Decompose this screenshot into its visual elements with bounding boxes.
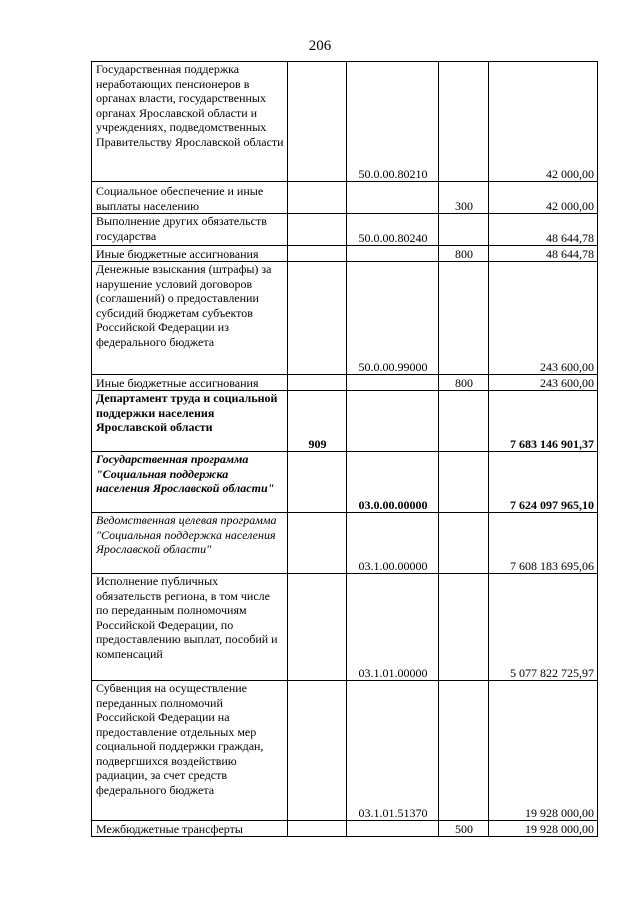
row-dept-cell xyxy=(288,214,347,246)
row-code-cell xyxy=(347,182,439,214)
row-type-cell: 500 xyxy=(439,821,489,837)
table-row xyxy=(92,391,598,452)
table-row xyxy=(92,574,598,681)
row-name-cell: Ведомственная целевая программа "Социальная поддержка населения Ярославской области" xyxy=(92,513,288,574)
row-amount-cell: 42 000,00 xyxy=(489,182,598,214)
row-dept-cell xyxy=(288,452,347,513)
row-dept-cell xyxy=(288,574,347,681)
row-type-cell xyxy=(439,574,489,681)
table-row xyxy=(92,821,598,837)
row-type-cell: 300 xyxy=(439,182,489,214)
row-name-cell: Иные бюджетные ассигнования xyxy=(92,246,288,262)
table-row xyxy=(92,182,598,214)
row-type-cell xyxy=(439,452,489,513)
row-name-cell: Выполнение других обязательств государства xyxy=(92,214,288,246)
row-name-cell: Денежные взыскания (штрафы) за нарушение условий договоров (соглашений) о предоставлении субсидий бюджетам субъектов Российской Федерации из федерального бюджета xyxy=(92,262,288,375)
table-row xyxy=(92,452,598,513)
row-type-cell: 800 xyxy=(439,375,489,391)
row-amount-cell: 243 600,00 xyxy=(489,262,598,375)
row-amount-cell: 19 928 000,00 xyxy=(489,681,598,821)
row-type-cell xyxy=(439,62,489,182)
row-code-cell: 50.0.00.80240 xyxy=(347,214,439,246)
row-name-cell: Государственная программа "Социальная поддержка населения Ярославской области" xyxy=(92,452,288,513)
row-name-cell: Иные бюджетные ассигнования xyxy=(92,375,288,391)
table-row xyxy=(92,262,598,375)
row-name-cell: Департамент труда и социальной поддержки населения Ярославской области xyxy=(92,391,288,452)
row-name-cell: Исполнение публичных обязательств региона, в том числе по переданным полномочиям Российской Федерации, по предоставлению выплат, пособий и компенсаций xyxy=(92,574,288,681)
row-code-cell: 03.0.00.00000 xyxy=(347,452,439,513)
row-name-cell: Субвенция на осуществление переданных полномочий Российской Федерации на предоставление отдельных мер социальной поддержки граждан, подвергшихся воздействию радиации, за счет средств федерального бюджета xyxy=(92,681,288,821)
row-dept-cell xyxy=(288,681,347,821)
row-code-cell: 03.1.01.51370 xyxy=(347,681,439,821)
table-row xyxy=(92,246,598,262)
row-amount-cell: 48 644,78 xyxy=(489,214,598,246)
row-dept-cell xyxy=(288,262,347,375)
row-dept-cell xyxy=(288,182,347,214)
table-row xyxy=(92,375,598,391)
row-type-cell xyxy=(439,214,489,246)
row-amount-cell: 7 683 146 901,37 xyxy=(489,391,598,452)
row-type-cell xyxy=(439,391,489,452)
row-code-cell: 03.1.00.00000 xyxy=(347,513,439,574)
row-amount-cell: 7 624 097 965,10 xyxy=(489,452,598,513)
table-row xyxy=(92,513,598,574)
row-code-cell: 03.1.01.00000 xyxy=(347,574,439,681)
row-dept-cell xyxy=(288,513,347,574)
row-code-cell xyxy=(347,375,439,391)
row-amount-cell: 48 644,78 xyxy=(489,246,598,262)
row-name-cell: Социальное обеспечение и иные выплаты населению xyxy=(92,182,288,214)
row-code-cell xyxy=(347,821,439,837)
table-row xyxy=(92,214,598,246)
table-row xyxy=(92,62,598,182)
row-type-cell xyxy=(439,681,489,821)
row-dept-cell xyxy=(288,246,347,262)
row-code-cell xyxy=(347,391,439,452)
budget-table xyxy=(91,61,598,837)
row-name-cell: Государственная поддержка неработающих пенсионеров в органах власти, государственных органах Ярославской области и учреждениях, подведомственных Правительству Ярославской области xyxy=(92,62,288,182)
row-type-cell: 800 xyxy=(439,246,489,262)
table-row xyxy=(92,681,598,821)
row-code-cell: 50.0.00.80210 xyxy=(347,62,439,182)
page-number: 206 xyxy=(308,38,332,54)
row-type-cell xyxy=(439,262,489,375)
row-dept-cell xyxy=(288,821,347,837)
row-amount-cell: 243 600,00 xyxy=(489,375,598,391)
row-amount-cell: 19 928 000,00 xyxy=(489,821,598,837)
row-dept-cell: 909 xyxy=(288,391,347,452)
row-code-cell xyxy=(347,246,439,262)
row-amount-cell: 7 608 183 695,06 xyxy=(489,513,598,574)
row-code-cell: 50.0.00.99000 xyxy=(347,262,439,375)
row-name-cell: Межбюджетные трансферты xyxy=(92,821,288,837)
row-type-cell xyxy=(439,513,489,574)
row-dept-cell xyxy=(288,375,347,391)
row-amount-cell: 42 000,00 xyxy=(489,62,598,182)
row-amount-cell: 5 077 822 725,97 xyxy=(489,574,598,681)
row-dept-cell xyxy=(288,62,347,182)
